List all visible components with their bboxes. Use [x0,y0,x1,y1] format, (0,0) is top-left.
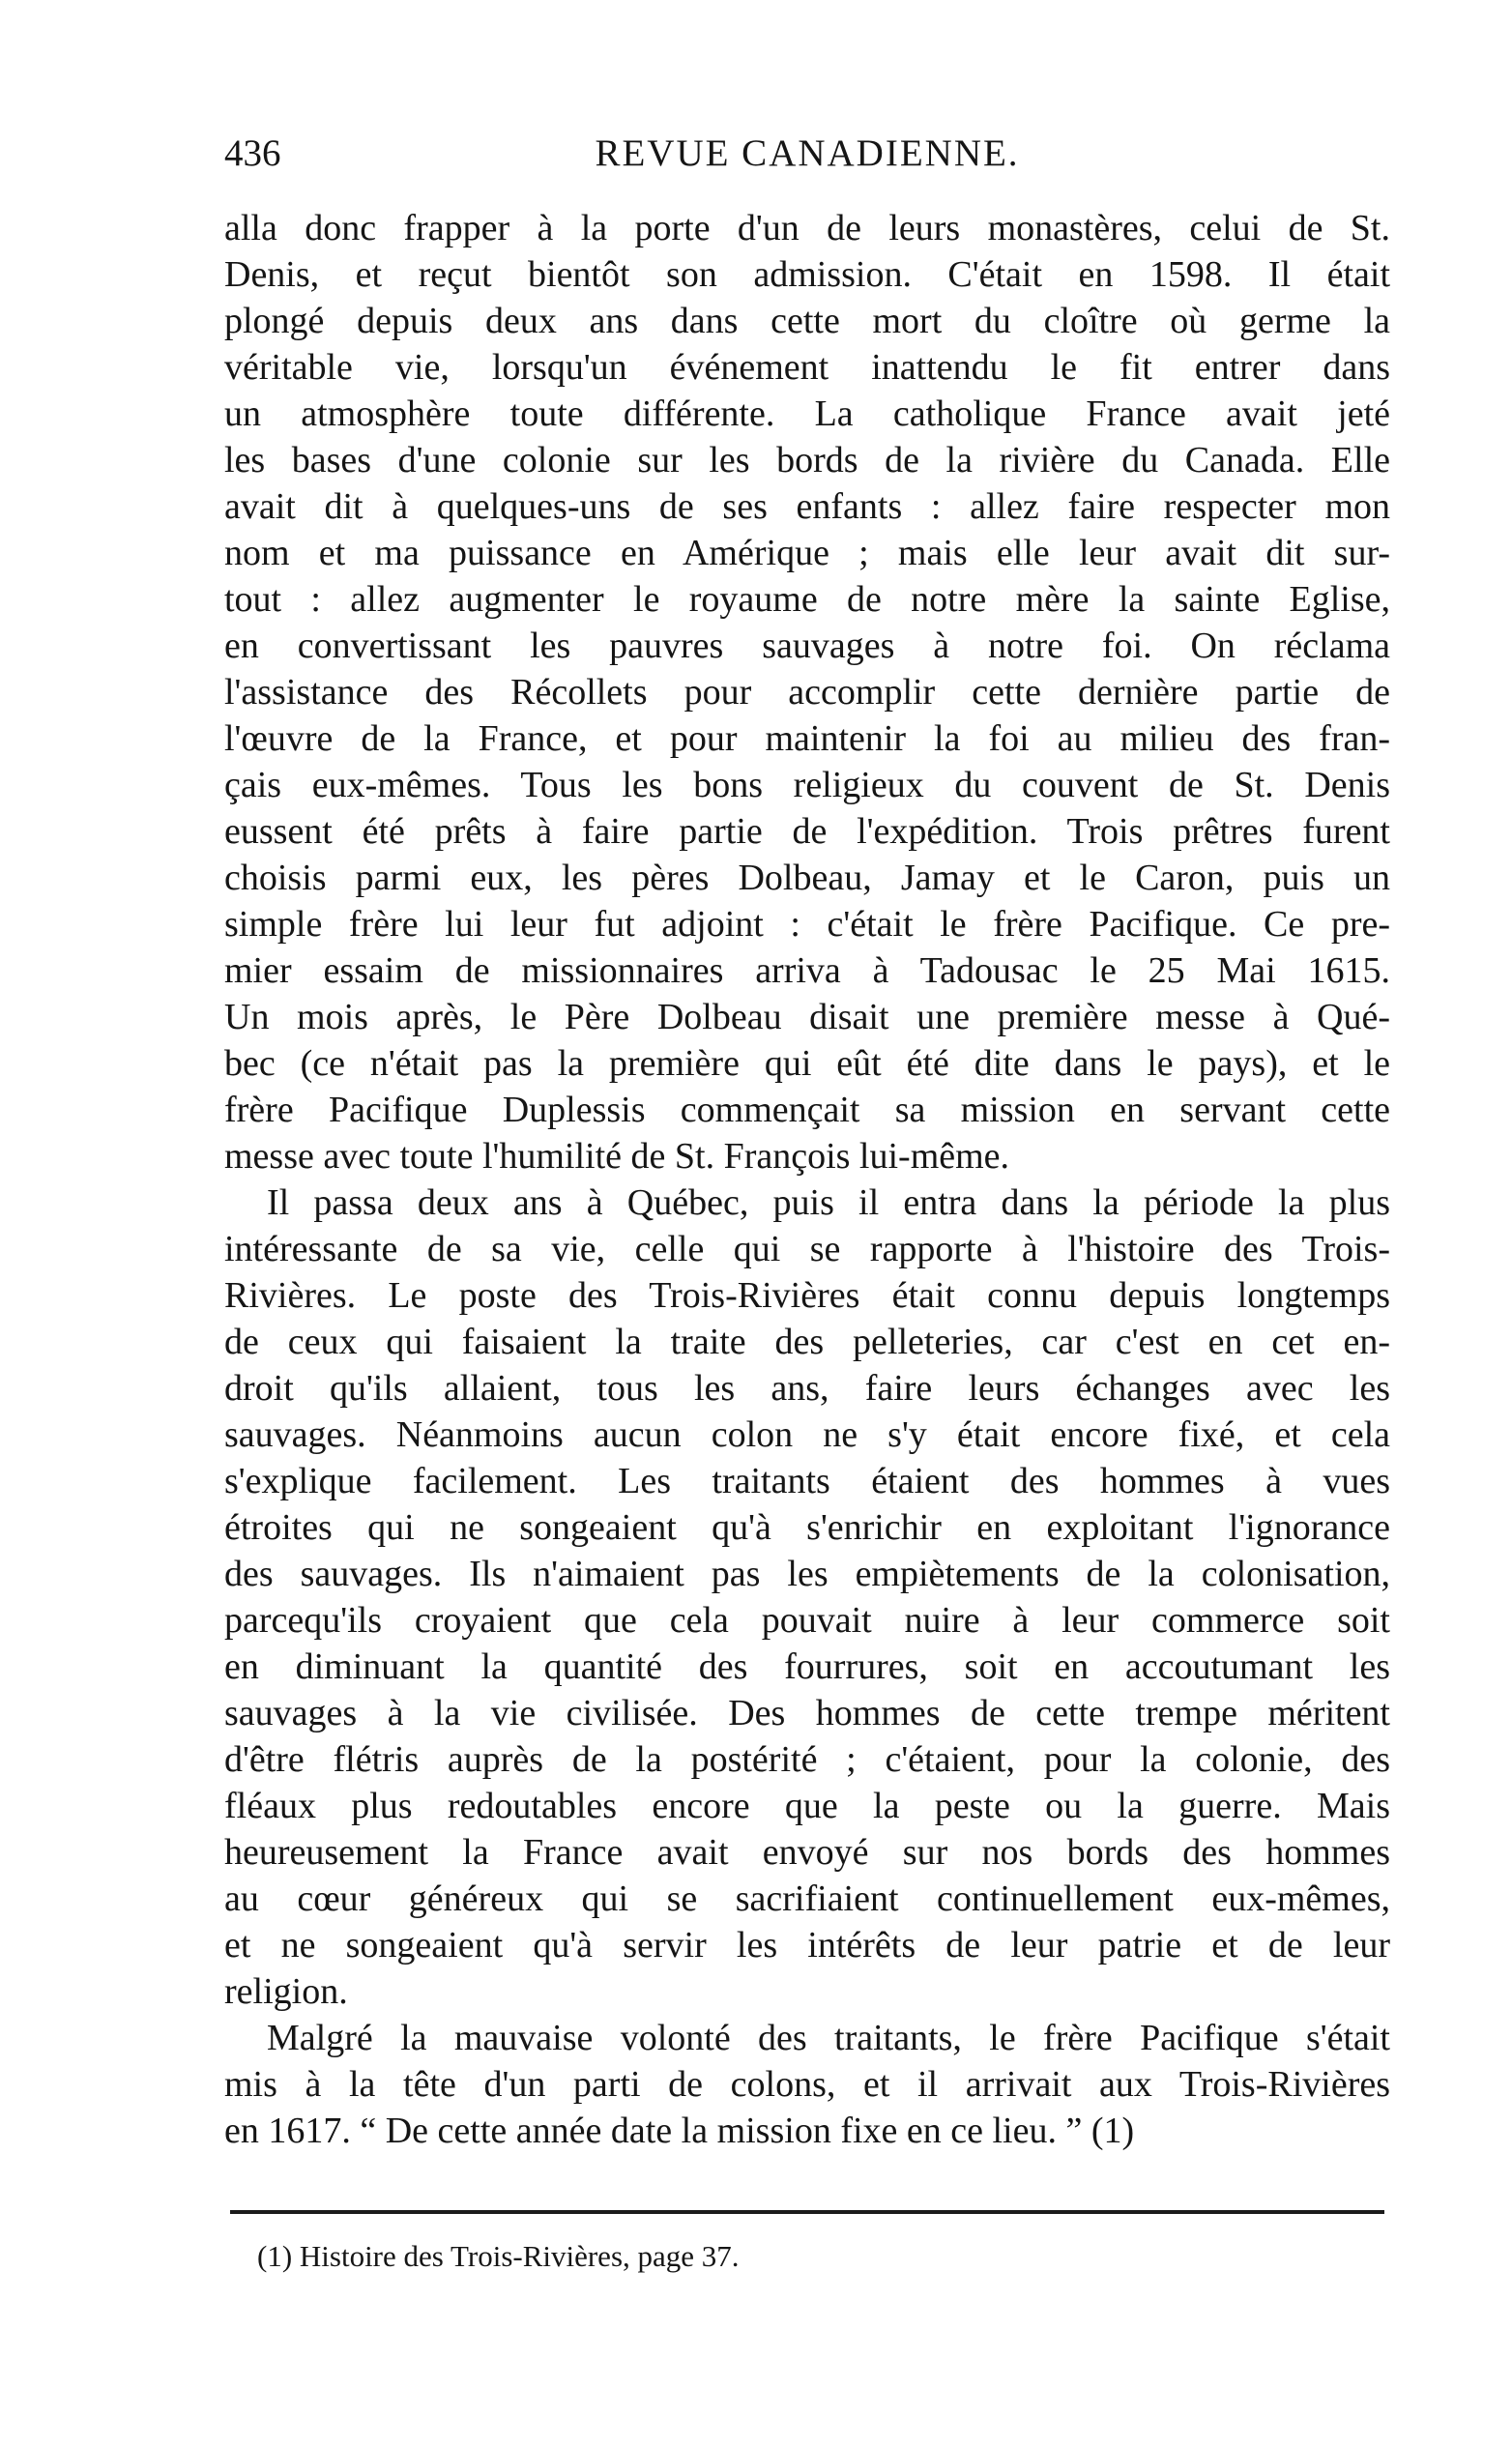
text-line: et ne songeaient qu'à servir les intérêts de leur patrie et de leur [224,1925,1390,1966]
text-line: en 1617. “ De cette année date la mission fixe en ce lieu. ” (1) [224,2111,1135,2151]
text-line: Il passa deux ans à Québec, puis il entra dans la période la plus [267,1182,1390,1223]
text-line: l'assistance des Récollets pour accomplir cette dernière partie de [224,672,1390,713]
text-line: en diminuant la quantité des fourrures, soit en accoutumant les [224,1646,1390,1687]
text-line: messe avec toute l'humilité de St. François lui-même. [224,1136,1010,1177]
text-line: nom et ma puissance en Amérique ; mais elle leur avait dit sur- [224,533,1390,573]
text-line: droit qu'ils allaient, tous les ans, faire leurs échanges avec les [224,1368,1390,1409]
text-line: tout : allez augmenter le royaume de notre mère la sainte Eglise, [224,579,1390,620]
text-line: en convertissant les pauvres sauvages à notre foi. On réclama [224,626,1390,666]
text-line: parcequ'ils croyaient que cela pouvait nuire à leur commerce soit [224,1600,1390,1641]
text-line: Rivières. Le poste des Trois-Rivières était connu depuis longtemps [224,1275,1390,1316]
text-line: religion. [224,1971,348,2012]
text-line: bec (ce n'était pas la première qui eût été dite dans le pays), et le [224,1043,1390,1084]
text-line: alla donc frapper à la porte d'un de leurs monastères, celui de St. [224,208,1390,248]
text-line: les bases d'une colonie sur les bords de la rivière du Canada. Elle [224,440,1390,480]
text-line: frère Pacifique Duplessis commençait sa mission en servant cette [224,1090,1390,1130]
text-line: véritable vie, lorsqu'un événement inattendu le fit entrer dans [224,347,1390,388]
text-line: sauvages. Néanmoins aucun colon ne s'y était encore fixé, et cela [224,1414,1390,1455]
text-line: heureusement la France avait envoyé sur nos bords des hommes [224,1832,1390,1873]
text-line: Malgré la mauvaise volonté des traitants, le frère Pacifique s'était [267,2018,1390,2058]
text-line: eussent été prêts à faire partie de l'expédition. Trois prêtres furent [224,811,1390,852]
text-line: s'explique facilement. Les traitants étaient des hommes à vues [224,1461,1390,1501]
text-line: sauvages à la vie civilisée. Des hommes de cette trempe méritent [224,1693,1390,1733]
text-line: Un mois après, le Père Dolbeau disait une première messe à Qué- [224,997,1390,1037]
text-line: des sauvages. Ils n'aimaient pas les empiètements de la colonisation, [224,1554,1390,1594]
text-line: çais eux-mêmes. Tous les bons religieux du couvent de St. Denis [224,765,1390,805]
footnote: (1) Histoire des Trois-Rivières, page 37. [257,2239,740,2273]
text-line: un atmosphère toute différente. La catholique France avait jeté [224,393,1390,434]
text-line: simple frère lui leur fut adjoint : c'était le frère Pacifique. Ce pre- [224,904,1390,945]
text-line: d'être flétris auprès de la postérité ; c'étaient, pour la colonie, des [224,1739,1390,1780]
running-title: REVUE CANADIENNE. [595,132,1020,174]
text-line: au cœur généreux qui se sacrifiaient continuellement eux-mêmes, [224,1878,1390,1919]
text-line: Denis, et reçut bientôt son admission. C'était en 1598. Il était [224,254,1390,295]
text-line: étroites qui ne songeaient qu'à s'enrichir en exploitant l'ignorance [224,1507,1390,1548]
text-line: de ceux qui faisaient la traite des pelleteries, car c'est en cet en- [224,1322,1390,1362]
text-line: plongé depuis deux ans dans cette mort du cloître où germe la [224,301,1390,341]
text-line: intéressante de sa vie, celle qui se rapporte à l'histoire des Trois- [224,1229,1390,1269]
page-number: 436 [224,132,281,174]
text-line: mier essaim de missionnaires arriva à Tadousac le 25 Mai 1615. [224,950,1390,991]
text-line: l'œuvre de la France, et pour maintenir la foi au milieu des fran- [224,718,1390,759]
text-line: mis à la tête d'un parti de colons, et il arrivait aux Trois-Rivières [224,2064,1390,2105]
text-line: avait dit à quelques-uns de ses enfants : allez faire respecter mon [224,486,1390,527]
page-header [224,130,1390,178]
text-line: fléaux plus redoutables encore que la peste ou la guerre. Mais [224,1786,1390,1826]
text-line: choisis parmi eux, les pères Dolbeau, Jamay et le Caron, puis un [224,858,1390,898]
footnote-divider [230,2210,1384,2214]
